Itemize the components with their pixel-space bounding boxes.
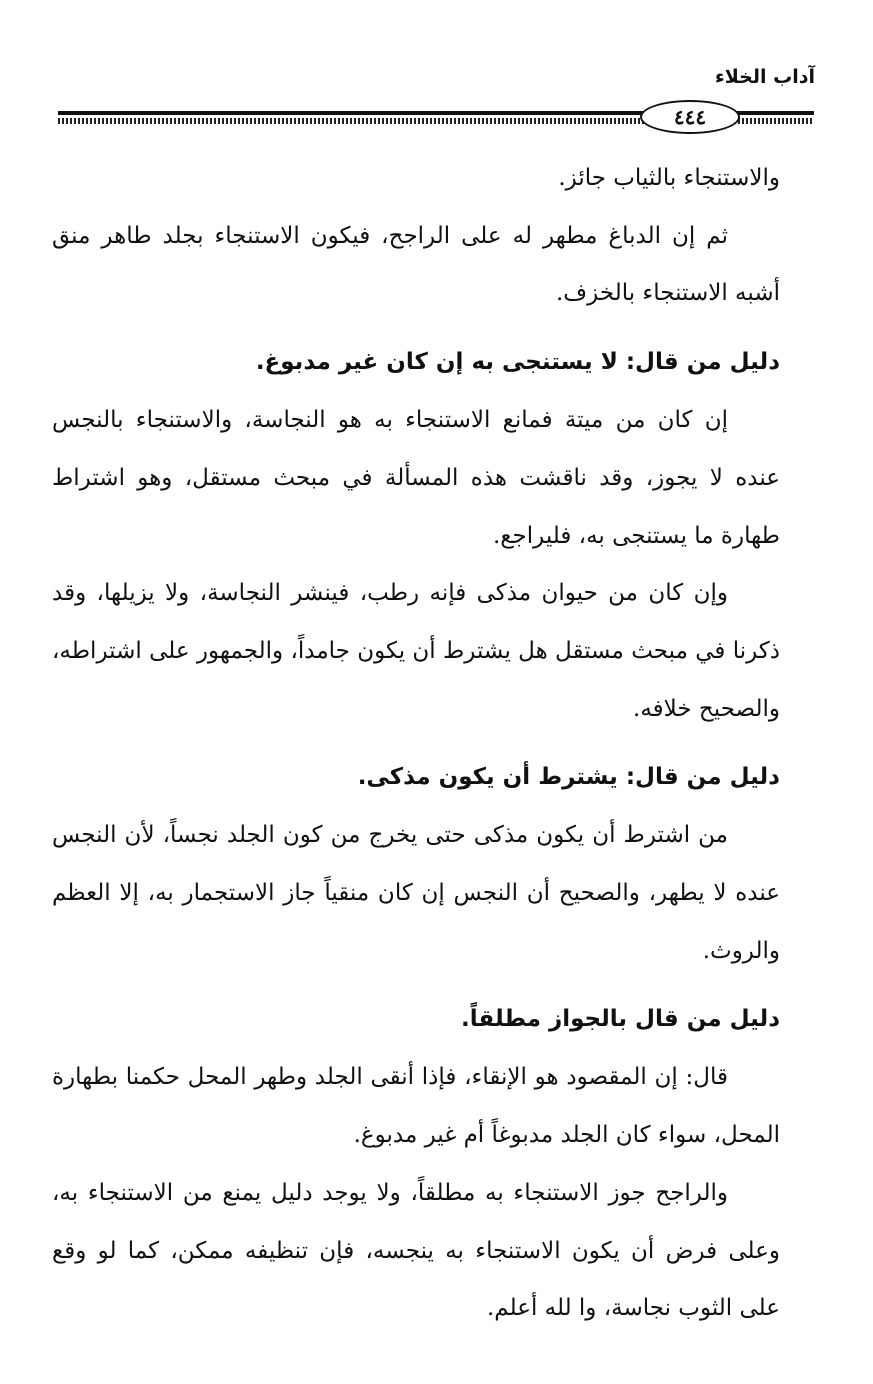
paragraph: وإن كان من حيوان مذكى فإنه رطب، فينشر النجاسة، ولا يزيلها، وقد ذكرنا في مبحث مستقل هل يشترط أن يكون جامداً، والجمهور على اشتراطه، والصحيح خلافه. [52,580,780,722]
paragraph: والاستنجاء بالثياب جائز. [558,165,780,191]
running-header-title: آداب الخلاء [715,66,815,88]
paragraph: ثم إن الدباغ مطهر له على الراجح، فيكون الاستنجاء بجلد طاهر منق أشبه الاستنجاء بالخزف. [52,222,780,307]
paragraph: والراجح جوز الاستنجاء به مطلقاً، ولا يوجد دليل يمنع من الاستنجاء به، وعلى فرض أن يكون الاستنجاء به ينجسه، فإن تنظيفه ممكن، كما لو وقع على الثوب نجاسة، وا لله أعلم. [52,1179,780,1322]
header-rule [58,98,814,138]
main-text [52,150,780,1338]
paragraph: قال: إن المقصود هو الإنقاء، فإذا أنقى الجلد وطهر المحل حكمنا بطهارة المحل، سواء كان الجلد مدبوغاً أم غير مدبوغ. [52,1064,780,1149]
section-heading: دليل من قال: لا يستنجى به إن كان غير مدبوغ. [255,349,780,376]
paragraph: إن كان من ميتة فمانع الاستنجاء به هو النجاسة، والاستنجاء بالنجس عنده لا يجوز، وقد ناقشت هذه المسألة في مبحث مستقل، وهو اشتراط طهارة ما يستنجى به، فليراجع. [52,407,780,549]
paragraph: من اشترط أن يكون مذكى حتى يخرج من كون الجلد نجساً، لأن النجس عنده لا يطهر، والصحيح أن النجس إن كان منقياً جاز الاستجمار به، إلا العظم والروث. [52,822,780,964]
page-number: ٤٤٤ [640,100,740,134]
section-heading: دليل من قال: يشترط أن يكون مذكى. [357,764,780,791]
section-heading: دليل من قال بالجواز مطلقاً. [461,1006,780,1033]
